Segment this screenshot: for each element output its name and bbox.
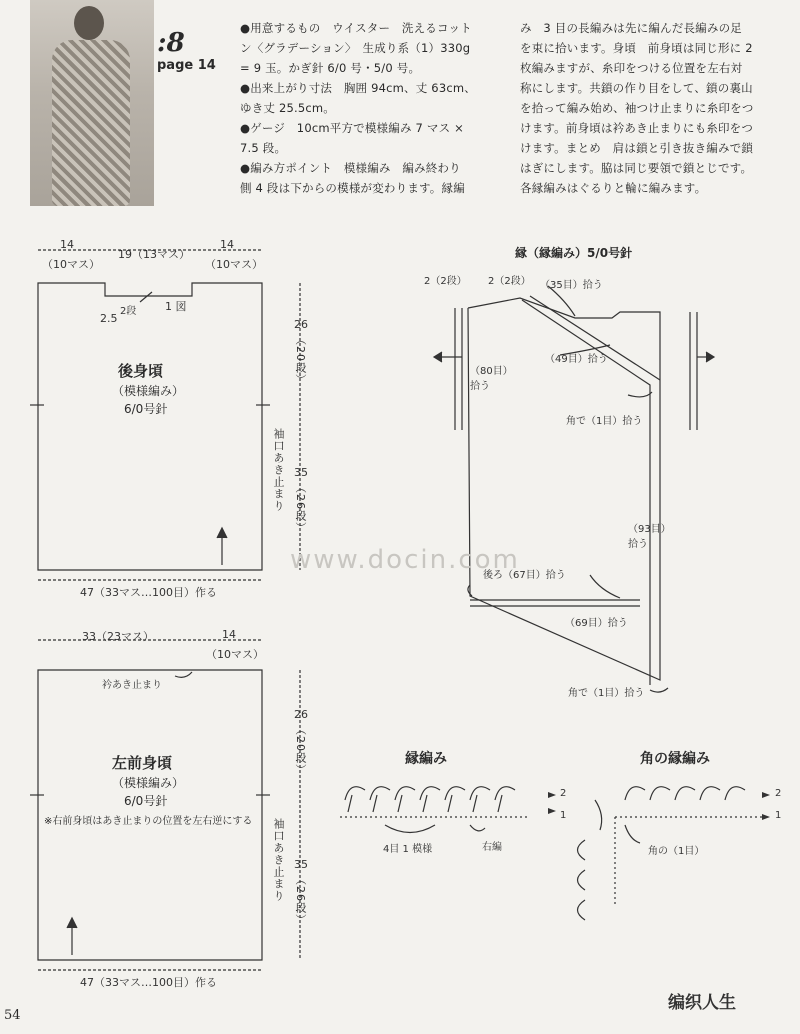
page-number: 54: [4, 1008, 21, 1023]
pick-49: （49目）拾う: [545, 354, 608, 365]
instr-line: み 3 目の長編みは先に編んだ長編みの足: [520, 21, 742, 35]
instr-line: ゆき丈 25.5cm。: [240, 101, 335, 115]
instr-line: を拾って編み始め、袖つけ止まりに糸印をつ: [520, 101, 754, 115]
back-lower-rows: （26段）: [294, 482, 307, 534]
instr-line: ン〈グラデーション〉 生成り系（1）330g: [240, 41, 471, 55]
front-upper-length: 26: [294, 708, 308, 721]
instr-line: ●出来上がり寸法 胸囲 94cm、丈 63cm、: [240, 81, 476, 95]
back-upper-length: 26: [294, 318, 308, 331]
edging-title: 縁（縁編み）5/0号針: [515, 246, 633, 260]
brand-logo: 编织人生: [668, 993, 736, 1013]
back-neck-width: 19（13マス）: [118, 248, 190, 261]
back-row-ref: 1 図: [165, 300, 187, 313]
back-body-outline: [38, 283, 262, 570]
corner-row-1: 1: [775, 810, 782, 821]
corner-stitch-label: 角の（1目）: [648, 846, 705, 857]
back-neck-depth: 2.5: [100, 312, 118, 325]
back-right-width-sub: （10マス）: [205, 258, 263, 271]
front-needle: 6/0号針: [124, 794, 168, 808]
pick-back-67: 後ろ（67目）拾う: [483, 570, 566, 581]
back-bottom-width: 47（33マス…100目）作る: [80, 586, 217, 599]
back-title: 後身頃: [118, 362, 164, 380]
repeat-label: 4目 1 模様: [383, 844, 433, 855]
pick-35: （35目）拾う: [540, 280, 603, 291]
back-upper-rows: （20段）: [294, 334, 307, 386]
front-right-width-sub: （10マス）: [206, 648, 264, 661]
corner-pick-2: 角で（1目）拾う: [568, 688, 645, 699]
front-armhole-note: 袖口あき止まり: [272, 818, 285, 902]
corner-pick-1: 角で（1目）拾う: [566, 416, 643, 427]
instr-line: はぎにします。脇は同じ要領で鎖とじです。: [520, 161, 753, 175]
front-upper-rows: （20段）: [294, 724, 307, 776]
back-neck-rows: 2段: [120, 306, 137, 317]
instr-line: 各縁編みはぐるりと輪に編みます。: [520, 181, 707, 195]
back-left-width-sub: （10マス）: [42, 258, 100, 271]
back-right-width: 14: [220, 238, 234, 251]
front-bottom-width: 47（33マス…100目）作る: [80, 976, 217, 989]
pattern-number: :8: [157, 28, 185, 58]
instr-line: けます。前身頃は衿あき止まりにも糸印をつ: [520, 121, 754, 135]
front-title: 左前身頃: [112, 754, 173, 772]
back-left-width: 14: [60, 238, 74, 251]
instr-line: = 9 玉。かぎ針 6/0 号・5/0 号。: [240, 61, 421, 75]
instr-line: ●ゲージ 10cm平方で模様編み 7 マス ×: [240, 121, 464, 135]
corner-chart-title: 角の縁編み: [640, 751, 710, 767]
pick-69: （69目）拾う: [565, 618, 628, 629]
edging-row-2: 2: [560, 788, 567, 799]
instr-line: 7.5 段。: [240, 141, 287, 155]
instr-line: 枚編みますが、糸印をつける位置を左右対: [520, 61, 743, 75]
watermark: www.docin.com: [290, 545, 520, 575]
pick-93: （93目）拾う: [628, 524, 671, 550]
edging-chart-title: 縁編み: [405, 751, 447, 767]
right-label: 右編: [482, 842, 502, 853]
front-lower-length: 35: [294, 858, 308, 871]
edging-rows-right: 2（2段）: [488, 276, 531, 287]
front-lower-rows: （26段）: [294, 874, 307, 926]
edging-row-1: 1: [560, 810, 567, 821]
pick-80: （80目）拾う: [470, 366, 508, 392]
front-right-width: 14: [222, 628, 236, 641]
corner-row-2: 2: [775, 788, 782, 799]
back-lower-length: 35: [294, 466, 308, 479]
instr-line: を束に拾います。身頃 前身頃は同じ形に 2: [520, 41, 753, 55]
front-neck-note: 衿あき止まり: [102, 680, 162, 691]
front-note: ※右前身頃はあき止まりの位置を左右逆にする: [44, 816, 253, 827]
instr-line: けます。まとめ 肩は鎖と引き抜き編みで鎖: [520, 141, 754, 155]
edging-rows-left: 2（2段）: [424, 276, 467, 287]
front-subtitle: （模様編み）: [112, 776, 185, 790]
back-armhole-note: 袖口あき止まり: [272, 428, 285, 512]
instr-line: 側 4 段は下からの模様が変わります。縁編: [240, 181, 465, 195]
front-left-width: 33（23マス）: [82, 630, 154, 643]
instr-line: ●編み方ポイント 模様編み 編み終わり: [240, 161, 461, 175]
back-subtitle: （模様編み）: [112, 384, 185, 398]
page-reference: page 14: [157, 58, 216, 73]
back-needle: 6/0号針: [124, 402, 168, 416]
instr-line: 称にします。共鎖の作り目をして、鎖の裏山: [520, 81, 753, 95]
instr-line: ●用意するもの ウイスター 洗えるコット: [240, 21, 472, 35]
